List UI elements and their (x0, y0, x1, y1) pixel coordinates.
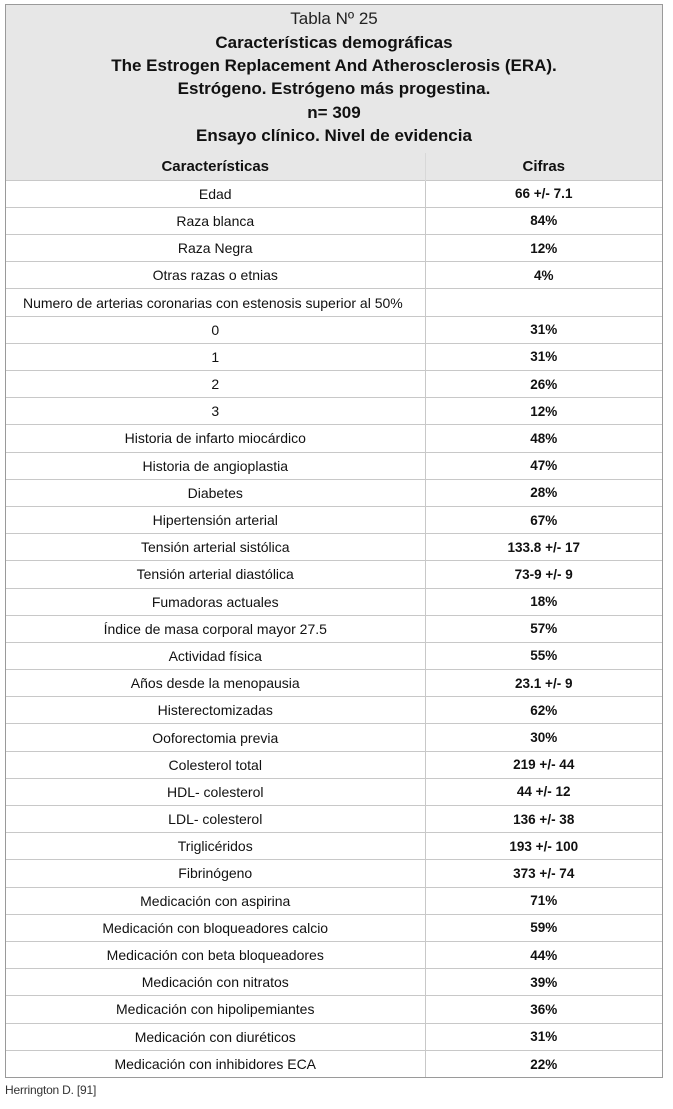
value-cell: 84% (425, 207, 662, 234)
characteristic-cell: Índice de masa corporal mayor 27.5 (6, 615, 425, 642)
table-row (6, 479, 662, 506)
characteristic-cell: Hipertensión arterial (6, 506, 425, 533)
table-row (6, 398, 662, 425)
caption-sample-size: n= 309 (307, 102, 361, 122)
characteristic-cell: Triglicéridos (6, 833, 425, 860)
value-cell: 30% (425, 724, 662, 751)
value-cell: 71% (425, 887, 662, 914)
value-cell: 44 +/- 12 (425, 778, 662, 805)
characteristic-cell: 3 (6, 398, 425, 425)
table-row (6, 996, 662, 1023)
table-row (6, 180, 662, 207)
table-row (6, 588, 662, 615)
table-row (6, 751, 662, 778)
characteristic-cell: Historia de angioplastia (6, 452, 425, 479)
caption-study-name: The Estrogen Replacement And Atherosclerosis (ERA). (111, 56, 557, 76)
table-number-label: Tabla Nº 25 (290, 9, 378, 28)
value-cell: 48% (425, 425, 662, 452)
caption-title: Características demográficas (215, 33, 453, 52)
characteristic-cell: Colesterol total (6, 751, 425, 778)
table-row (6, 969, 662, 996)
table-row (6, 289, 662, 316)
value-cell: 36% (425, 996, 662, 1023)
value-cell: 66 +/- 7.1 (425, 180, 662, 207)
value-cell: 57% (425, 615, 662, 642)
characteristic-cell: Medicación con diuréticos (6, 1023, 425, 1050)
characteristic-cell: Fumadoras actuales (6, 588, 425, 615)
table-row (6, 778, 662, 805)
characteristic-cell: Medicación con aspirina (6, 887, 425, 914)
value-cell: 373 +/- 74 (425, 860, 662, 887)
characteristic-cell: Edad (6, 180, 425, 207)
caption-treatment: Estrógeno. Estrógeno más progestina. (177, 79, 491, 99)
characteristic-cell: HDL- colesterol (6, 778, 425, 805)
table-row (6, 534, 662, 561)
table-row (6, 452, 662, 479)
characteristic-cell: Raza Negra (6, 235, 425, 262)
table-row (6, 235, 662, 262)
characteristic-cell: 0 (6, 316, 425, 343)
characteristic-cell: Diabetes (6, 479, 425, 506)
value-cell: 39% (425, 969, 662, 996)
value-cell: 59% (425, 914, 662, 941)
value-cell: 22% (425, 1050, 662, 1077)
value-cell: 133.8 +/- 17 (425, 534, 662, 561)
characteristic-cell: Numero de arterias coronarias con estenosis superior al 50% (6, 289, 425, 316)
value-cell: 26% (425, 371, 662, 398)
table-row (6, 833, 662, 860)
value-cell: 55% (425, 642, 662, 669)
characteristic-cell: Raza blanca (6, 207, 425, 234)
table-row (6, 670, 662, 697)
column-header-values: Cifras (425, 153, 662, 180)
value-cell: 23.1 +/- 9 (425, 670, 662, 697)
characteristic-cell: Medicación con inhibidores ECA (6, 1050, 425, 1077)
characteristic-cell: Otras razas o etnias (6, 262, 425, 289)
table-row (6, 860, 662, 887)
value-cell: 18% (425, 588, 662, 615)
characteristic-cell: Medicación con nitratos (6, 969, 425, 996)
table-row (6, 425, 662, 452)
characteristic-cell: 1 (6, 343, 425, 370)
value-cell: 193 +/- 100 (425, 833, 662, 860)
characteristic-cell: Tensión arterial sistólica (6, 534, 425, 561)
table-row (6, 1023, 662, 1050)
demographics-table (6, 153, 662, 1077)
value-cell: 31% (425, 1023, 662, 1050)
table-caption (6, 5, 662, 153)
value-cell: 73-9 +/- 9 (425, 561, 662, 588)
table-row (6, 806, 662, 833)
characteristic-cell: Actividad física (6, 642, 425, 669)
caption-evidence-level: Ensayo clínico. Nivel de evidencia (196, 125, 472, 145)
value-cell: 136 +/- 38 (425, 806, 662, 833)
value-cell: 31% (425, 316, 662, 343)
table-header-row (6, 153, 662, 180)
characteristic-cell: Medicación con beta bloqueadores (6, 941, 425, 968)
table-row (6, 642, 662, 669)
value-cell: 4% (425, 262, 662, 289)
table-row (6, 316, 662, 343)
value-cell: 12% (425, 235, 662, 262)
table-row (6, 887, 662, 914)
value-cell (425, 289, 662, 316)
table-row (6, 615, 662, 642)
value-cell: 219 +/- 44 (425, 751, 662, 778)
value-cell: 31% (425, 343, 662, 370)
characteristic-cell: Fibrinógeno (6, 860, 425, 887)
demographics-table-frame (5, 4, 663, 1078)
table-body (6, 180, 662, 1077)
value-cell: 62% (425, 697, 662, 724)
characteristic-cell: Ooforectomia previa (6, 724, 425, 751)
table-row (6, 914, 662, 941)
table-row (6, 343, 662, 370)
column-header-characteristics: Características (6, 153, 425, 180)
characteristic-cell: LDL- colesterol (6, 806, 425, 833)
table-row (6, 697, 662, 724)
table-row (6, 371, 662, 398)
source-citation: Herrington D. [91] (5, 1083, 97, 1097)
characteristic-cell: Tensión arterial diastólica (6, 561, 425, 588)
table-row (6, 506, 662, 533)
value-cell: 67% (425, 506, 662, 533)
characteristic-cell: Historia de infarto miocárdico (6, 425, 425, 452)
value-cell: 12% (425, 398, 662, 425)
characteristic-cell: 2 (6, 371, 425, 398)
table-row (6, 724, 662, 751)
characteristic-cell: Medicación con bloqueadores calcio (6, 914, 425, 941)
characteristic-cell: Años desde la menopausia (6, 670, 425, 697)
table-row (6, 561, 662, 588)
table-row (6, 207, 662, 234)
characteristic-cell: Medicación con hipolipemiantes (6, 996, 425, 1023)
value-cell: 28% (425, 479, 662, 506)
characteristic-cell: Histerectomizadas (6, 697, 425, 724)
value-cell: 47% (425, 452, 662, 479)
table-row (6, 941, 662, 968)
table-row (6, 262, 662, 289)
table-row (6, 1050, 662, 1077)
value-cell: 44% (425, 941, 662, 968)
